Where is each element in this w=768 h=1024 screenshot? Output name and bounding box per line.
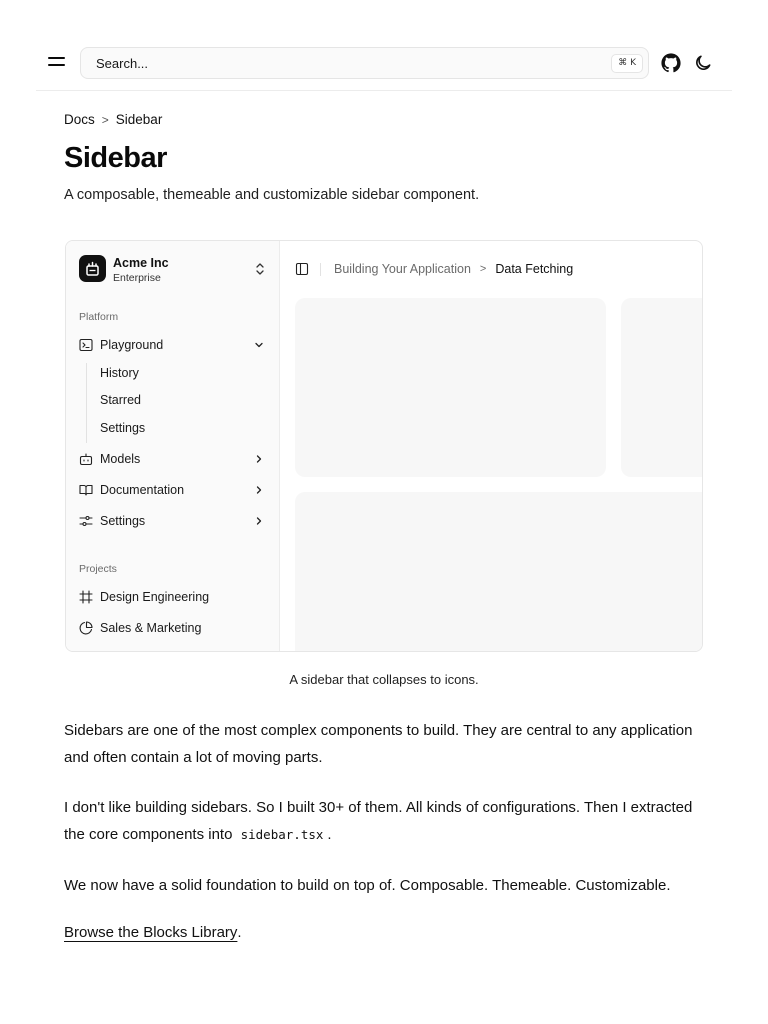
placeholder-card xyxy=(295,298,606,477)
project-label: Sales & Marketing xyxy=(100,621,202,635)
inline-code: sidebar.tsx xyxy=(240,827,324,842)
sidebar-subitem-history[interactable] xyxy=(92,361,262,385)
sidebar-item-settings[interactable] xyxy=(75,508,271,534)
paragraph-text: I don't like building sidebars. So I built 30+ of them. All kinds of configurations. Then I extracted the core components into xyxy=(64,799,693,843)
breadcrumb-docs[interactable]: Docs xyxy=(64,112,95,127)
preview-breadcrumb xyxy=(334,262,573,276)
pie-chart-icon xyxy=(79,621,93,635)
settings-sliders-icon xyxy=(79,514,93,528)
breadcrumb-parent[interactable]: Building Your Application xyxy=(334,262,471,276)
search-shortcut-badge: ⌘ K xyxy=(611,54,643,73)
sidebar-item-documentation[interactable] xyxy=(75,477,271,503)
chevron-right-icon xyxy=(253,515,265,527)
sidebar-item-label: Settings xyxy=(100,514,146,528)
preview-sidebar xyxy=(66,241,280,651)
chevron-right-icon: > xyxy=(101,112,109,127)
body-paragraph-1: Sidebars are one of the most complex components to build. They are central to any application and often contain a lot of moving parts. xyxy=(64,722,693,766)
sidebar-item-playground[interactable] xyxy=(75,332,271,358)
subitem-label: Settings xyxy=(100,421,146,435)
group-label-platform: Platform xyxy=(79,311,119,323)
panel-left-icon[interactable] xyxy=(295,262,309,276)
placeholder-card xyxy=(621,298,703,477)
browse-blocks-link[interactable]: Browse the Blocks Library xyxy=(64,924,238,941)
group-label-projects: Projects xyxy=(79,563,117,575)
team-switcher[interactable] xyxy=(75,249,271,289)
sidebar-item-label: Playground xyxy=(100,338,164,352)
frame-icon xyxy=(79,590,93,604)
subitem-label: History xyxy=(100,366,139,380)
book-open-icon xyxy=(79,483,93,497)
subitem-label: Starred xyxy=(100,393,141,407)
sidebar-subitem-settings[interactable] xyxy=(92,416,262,440)
preview-caption: A sidebar that collapses to icons. xyxy=(289,672,479,687)
chevron-down-icon xyxy=(253,339,265,351)
sidebar-preview xyxy=(65,240,703,652)
paragraph-text: . xyxy=(327,826,332,843)
chevron-right-icon xyxy=(253,453,265,465)
submenu-rail xyxy=(86,363,87,443)
chevrons-up-down-icon xyxy=(253,261,267,277)
body-paragraph-2 xyxy=(64,794,714,848)
blocks-link-line xyxy=(64,924,242,941)
link-suffix: . xyxy=(237,924,242,941)
body-paragraph-3: We now have a solid foundation to build on top of. Composable. Themeable. Customizable. xyxy=(64,877,671,894)
sidebar-item-label: Documentation xyxy=(100,483,185,497)
page-title: Sidebar xyxy=(64,142,167,174)
breadcrumb xyxy=(64,112,162,127)
github-icon[interactable] xyxy=(661,53,681,73)
team-name: Acme Inc xyxy=(113,256,169,270)
terminal-icon xyxy=(79,338,93,352)
sidebar-subitem-starred[interactable] xyxy=(92,388,262,412)
site-header xyxy=(36,36,732,91)
preview-main xyxy=(280,241,703,651)
chevron-right-icon xyxy=(253,484,265,496)
sidebar-item-label: Models xyxy=(100,452,141,466)
breadcrumb-current: Sidebar xyxy=(115,112,163,127)
team-plan: Enterprise xyxy=(113,272,161,284)
bot-icon xyxy=(79,452,93,466)
placeholder-panel xyxy=(295,492,703,652)
chevron-right-icon: > xyxy=(479,263,487,275)
page-description: A composable, themeable and customizable sidebar component. xyxy=(64,187,480,203)
theme-toggle-icon[interactable] xyxy=(693,53,713,73)
sidebar-project-design-engineering[interactable] xyxy=(75,584,271,610)
toolbar-divider xyxy=(320,263,321,276)
team-logo-icon xyxy=(79,255,106,282)
search-placeholder: Search... xyxy=(96,56,149,71)
breadcrumb-current: Data Fetching xyxy=(495,262,574,276)
project-label: Design Engineering xyxy=(100,590,210,604)
menu-icon[interactable] xyxy=(46,52,68,72)
sidebar-item-models[interactable] xyxy=(75,446,271,472)
sidebar-project-sales-marketing[interactable] xyxy=(75,615,271,641)
search-input[interactable] xyxy=(80,47,649,79)
